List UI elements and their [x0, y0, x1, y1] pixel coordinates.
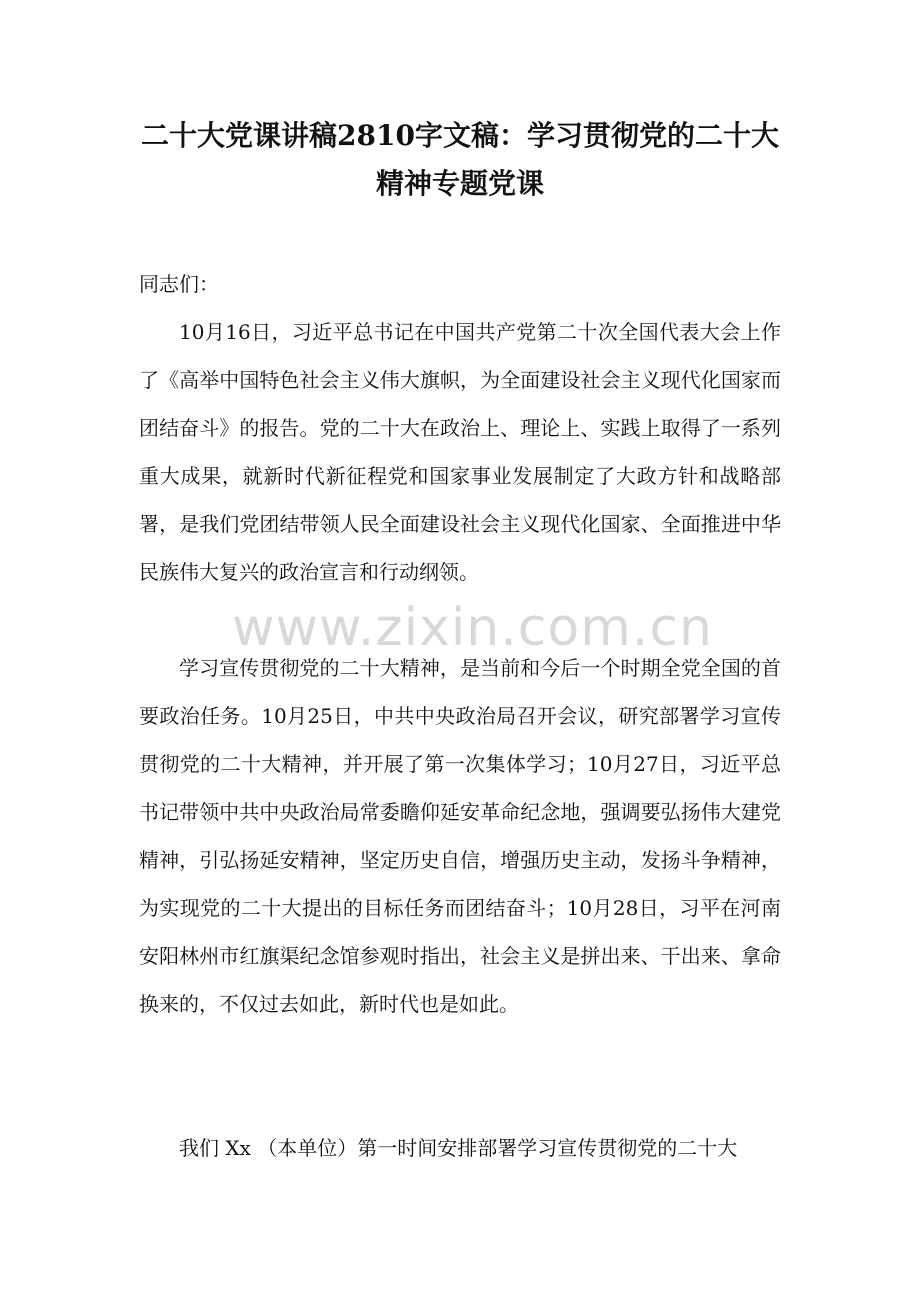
paragraph-2: 学习宣传贯彻党的二十大精神，是当前和今后一个时期全党全国的首要政治任务。10月25日，中共中央政治局召开会议，研究部署学习宣传贯彻党的二十大精神，并开展了第一次集体学习；10月27日，习近平总书记带领中共中央政治局常委瞻仰延安革命纪念地，强调要弘扬伟大建党精神，引弘扬延安精神，坚定历史自信，增强历史主动，发扬斗争精神，为实现党的二十大提出的目标任务而团结奋斗；10月28日，习平在河南安阳林州市红旗渠纪念馆参观时指出，社会主义是拼出来、干出来、拿命换来的，不仅过去如此，新时代也是如此。: [139, 656, 781, 1016]
title-line-2: 精神专题党课: [375, 167, 544, 200]
document-title: [120, 112, 800, 208]
title-line-1: 二十大党课讲稿2810字文稿：学习贯彻党的二十大: [141, 119, 779, 152]
watermark: www.zixin.com.cn: [232, 598, 713, 658]
paragraph-3: 我们 Xx （本单位）第一时间安排部署学习宣传贯彻党的二十大: [179, 1136, 738, 1160]
salutation: 同志们：: [139, 272, 219, 296]
paragraph-1: 10月16日，习近平总书记在中国共产党第二十次全国代表大会上作了《高举中国特色社会主义伟大旗帜，为全面建设社会主义现代化国家而团结奋斗》的报告。党的二十大在政治上、理论上、实践上取得了一系列重大成果，就新时代新征程党和国家事业发展制定了大政方针和战略部署，是我们党团结带领人民全面建设社会主义现代化国家、全面推进中华民族伟大复兴的政治宣言和行动纲领。: [139, 320, 781, 584]
